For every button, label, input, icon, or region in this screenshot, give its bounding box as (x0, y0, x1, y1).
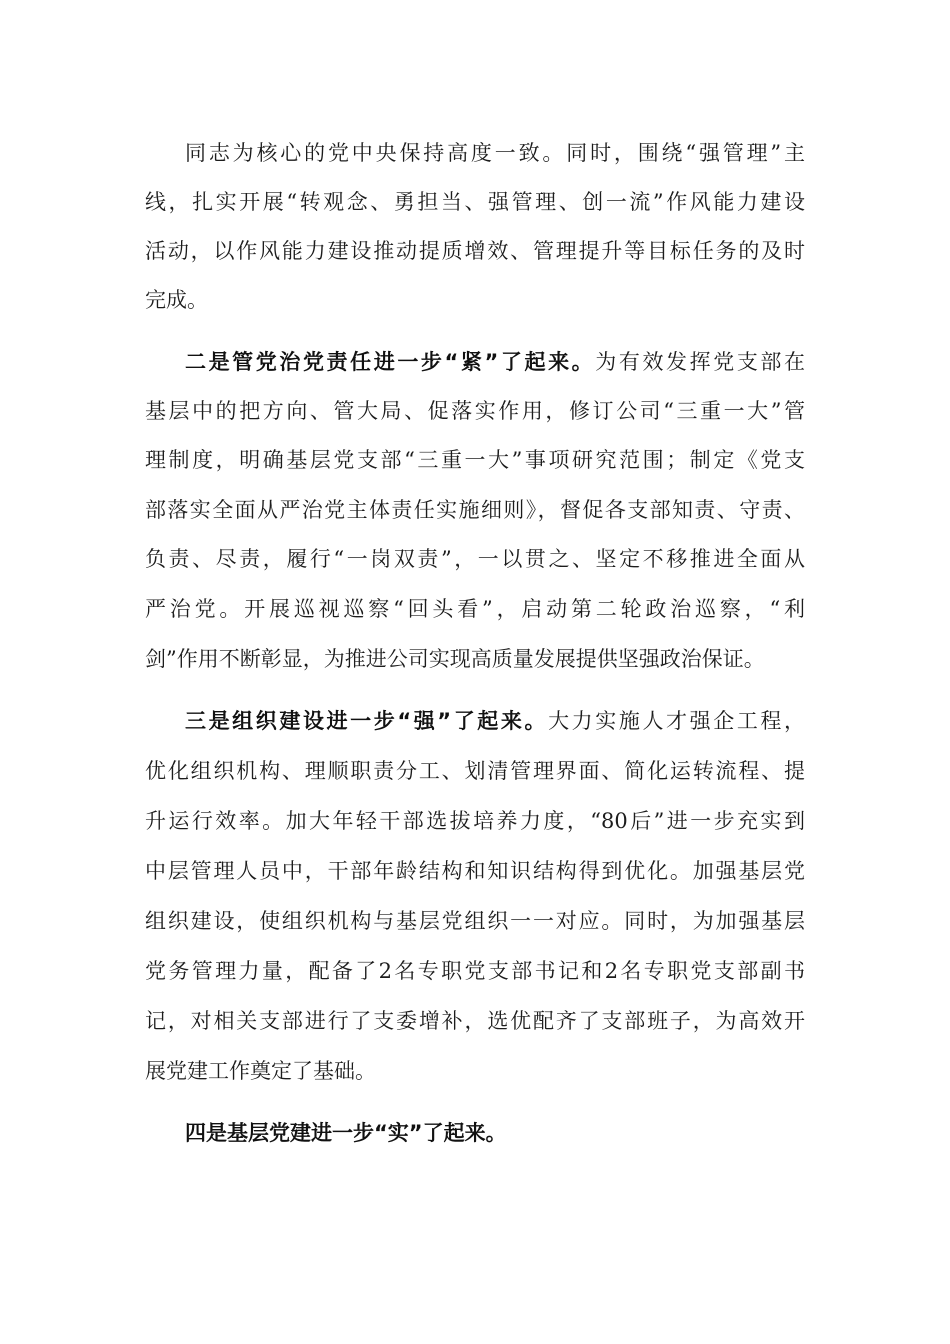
paragraph-3-line-5: 组织建设，使组织机构与基层党组织一一对应。同时，为加强基层 (145, 909, 805, 933)
paragraph-2-line-3: 理制度，明确基层党支部“三重一大”事项研究范围；制定《党支 (145, 448, 805, 472)
paragraph-3-line-2: 优化组织机构、理顺职责分工、划清管理界面、简化运转流程、提 (145, 759, 805, 783)
paragraph-3-line-1 (185, 705, 805, 737)
paragraph-2-heading: 二是管党治党责任进一步“紧”了起来。 (185, 350, 596, 374)
paragraph-4-line-1 (185, 1117, 805, 1149)
paragraph-3-line-6: 党务管理力量，配备了2名专职党支部书记和2名专职党支部副书 (145, 959, 805, 983)
paragraph-1-line-3: 活动，以作风能力建设推动提质增效、管理提升等目标任务的及时 (145, 239, 805, 263)
paragraph-3-line-8: 展党建工作奠定了基础。 (145, 1059, 376, 1083)
paragraph-4-heading: 四是基层党建进一步“实”了起来。 (185, 1121, 507, 1145)
paragraph-1-line-2: 线，扎实开展“转观念、勇担当、强管理、创一流”作风能力建设 (145, 190, 805, 214)
paragraph-2-line-7: 剑”作用不断彰显，为推进公司实现高质量发展提供坚强政治保证。 (145, 647, 765, 671)
paragraph-2-line-1 (185, 346, 805, 378)
paragraph-1-line-1: 同志为核心的党中央保持高度一致。同时，围绕“强管理”主 (185, 141, 805, 165)
paragraph-2-line-4: 部落实全面从严治党主体责任实施细则》，督促各支部知责、守责、 (145, 498, 805, 522)
paragraph-2-line-6: 严治党。开展巡视巡察“回头看”，启动第二轮政治巡察，“利 (145, 597, 805, 621)
paragraph-2-line-2: 基层中的把方向、管大局、促落实作用，修订公司“三重一大”管 (145, 399, 805, 423)
paragraph-2-line-5: 负责、尽责，履行“一岗双责”，一以贯之、坚定不移推进全面从 (145, 547, 805, 571)
paragraph-1-line-4: 完成。 (145, 288, 208, 312)
paragraph-3-line-7: 记，对相关支部进行了支委增补，选优配齐了支部班子，为高效开 (145, 1009, 805, 1033)
paragraph-2-first-line-text: 为有效发挥党支部在 (595, 350, 806, 374)
paragraph-3-line-4: 中层管理人员中，干部年龄结构和知识结构得到优化。加强基层党 (145, 859, 805, 883)
paragraph-3-first-line-text: 大力实施人才强企工程， (548, 709, 805, 733)
paragraph-3-heading: 三是组织建设进一步“强”了起来。 (185, 709, 549, 733)
paragraph-3-line-3: 升运行效率。加大年轻干部选拔培养力度，“80后”进一步充实到 (145, 809, 805, 833)
